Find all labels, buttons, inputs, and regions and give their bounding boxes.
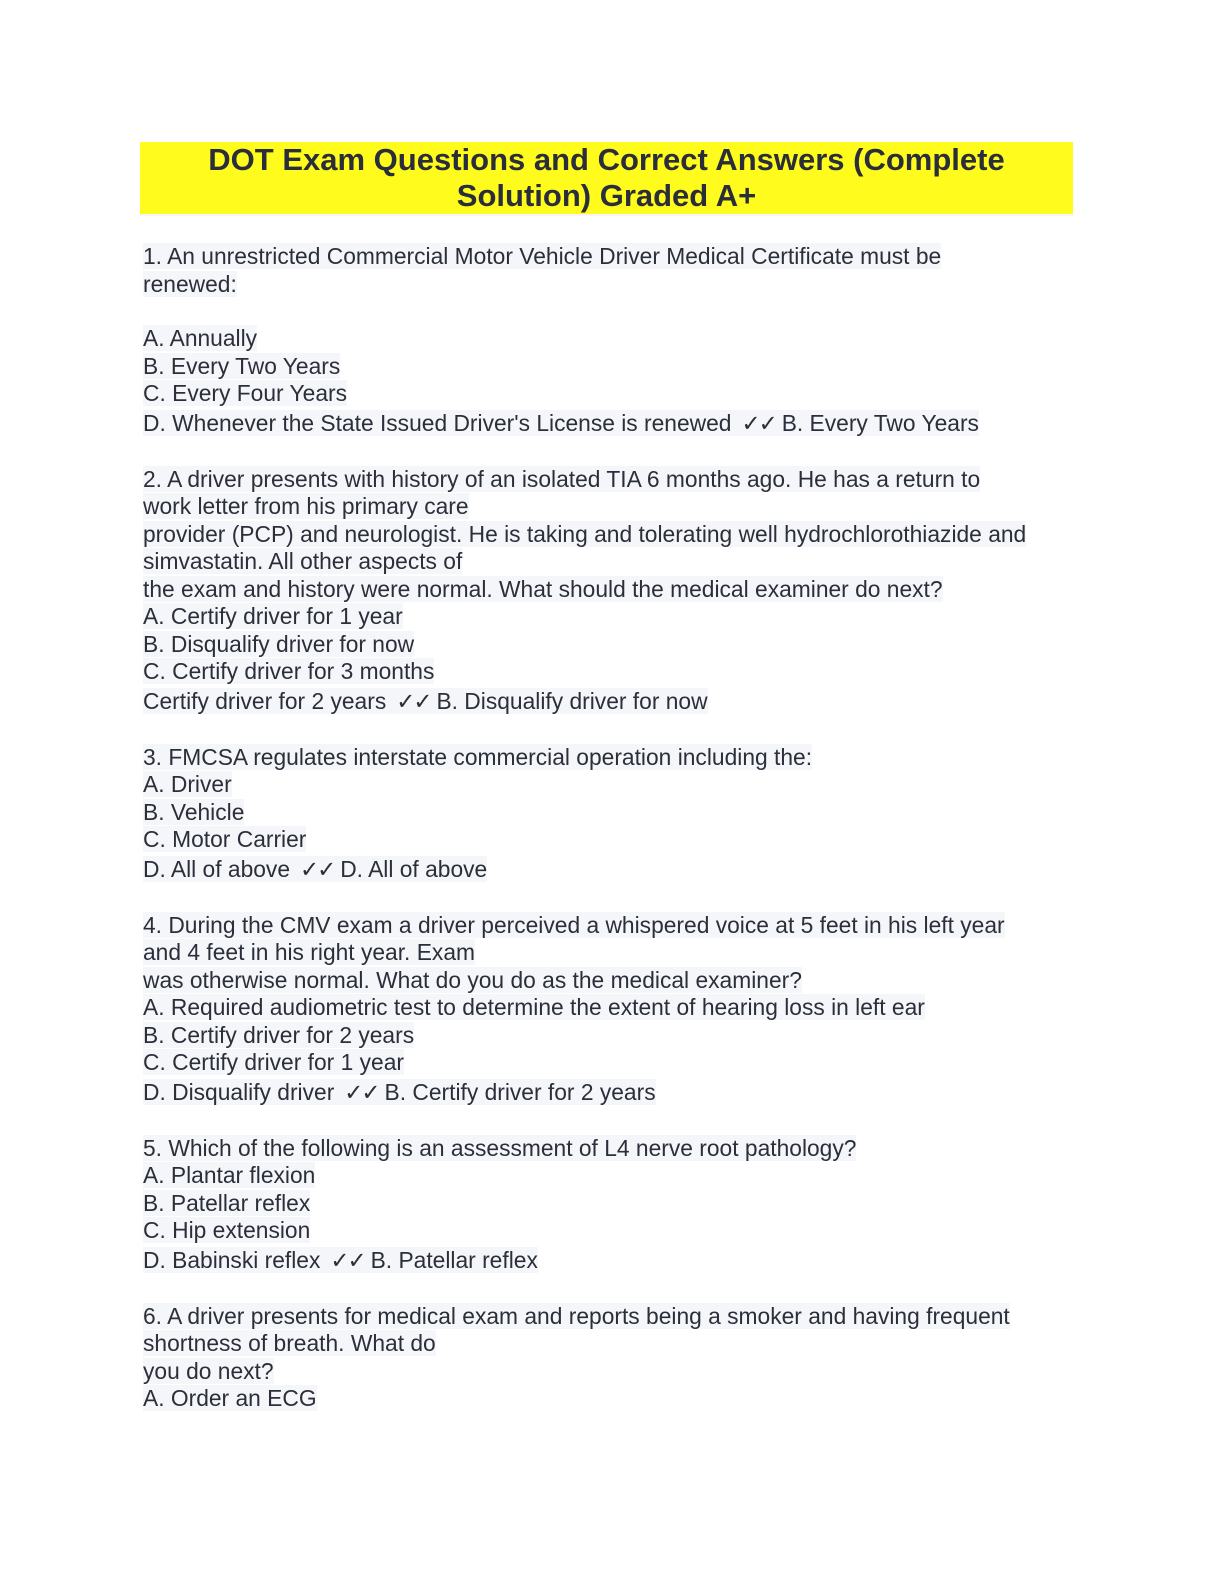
- answer-option: B. Vehicle: [143, 798, 245, 825]
- question-stem: 3. FMCSA regulates interstate commercial operation including the:: [143, 743, 813, 770]
- question-stem: provider (PCP) and neurologist. He is taking and tolerating well hydrochlorothiazide and: [143, 520, 1027, 547]
- answer-option: A. Required audiometric test to determine the extent of hearing loss in left ear: [143, 994, 925, 1020]
- question-6: [143, 1303, 1083, 1413]
- title-line-1: DOT Exam Questions and Correct Answers (Complete: [208, 142, 1005, 177]
- correct-answer: B. Patellar reflex: [370, 1246, 538, 1273]
- question-3: [143, 744, 1083, 885]
- question-stem: 6. A driver presents for medical exam and reports being a smoker and having frequent: [143, 1302, 1010, 1329]
- question-2: [143, 466, 1083, 717]
- correct-answer: B. Certify driver for 2 years: [384, 1078, 656, 1105]
- answer-option: C. Certify driver for 1 year: [143, 1049, 404, 1075]
- question-stem: 5. Which of the following is an assessment of L4 nerve root pathology?: [143, 1134, 857, 1161]
- double-check-icon: ✓✓: [344, 1078, 379, 1105]
- answer-option: B. Every Two Years: [143, 352, 341, 379]
- correct-answer: B. Every Two Years: [781, 409, 979, 436]
- question-1: [143, 243, 1083, 439]
- answer-option: D. Babinski reflex: [143, 1246, 321, 1273]
- answer-option: C. Every Four Years: [143, 380, 347, 406]
- question-stem: simvastatin. All other aspects of: [143, 548, 463, 574]
- question-stem: work letter from his primary care: [143, 493, 469, 519]
- answer-option: B. Patellar reflex: [143, 1189, 311, 1216]
- answer-option: C. Certify driver for 3 months: [143, 658, 435, 684]
- double-check-icon: ✓✓: [741, 409, 776, 436]
- answer-option: B. Certify driver for 2 years: [143, 1021, 415, 1048]
- answer-option: A. Driver: [143, 771, 232, 797]
- question-stem: 4. During the CMV exam a driver perceived a whispered voice at 5 feet in his left year: [143, 911, 1005, 938]
- correct-answer: D. All of above: [340, 855, 488, 882]
- answer-option: D. All of above: [143, 855, 290, 882]
- question-stem: was otherwise normal. What do you do as the medical examiner?: [143, 966, 802, 993]
- correct-answer: B. Disqualify driver for now: [436, 687, 708, 714]
- double-check-icon: ✓✓: [300, 855, 335, 882]
- document-title: [140, 142, 1073, 216]
- question-stem: and 4 feet in his right year. Exam: [143, 939, 476, 965]
- question-stem: 2. A driver presents with history of an isolated TIA 6 months ago. He has a return to: [143, 465, 981, 492]
- answer-option: D. Disqualify driver: [143, 1078, 335, 1105]
- answer-option: D. Whenever the State Issued Driver's License is renewed: [143, 409, 732, 436]
- question-4: [143, 912, 1083, 1108]
- question-5: [143, 1135, 1083, 1276]
- answer-option: A. Plantar flexion: [143, 1162, 316, 1188]
- answer-option: A. Certify driver for 1 year: [143, 603, 403, 629]
- double-check-icon: ✓✓: [330, 1246, 365, 1273]
- question-stem: the exam and history were normal. What should the medical examiner do next?: [143, 575, 943, 602]
- question-stem: shortness of breath. What do: [143, 1330, 436, 1356]
- question-list: [143, 243, 1083, 1440]
- answer-option: C. Hip extension: [143, 1217, 311, 1243]
- answer-option: A. Annually: [143, 325, 258, 351]
- question-stem: you do next?: [143, 1357, 274, 1384]
- answer-option: C. Motor Carrier: [143, 826, 307, 852]
- answer-option: Certify driver for 2 years: [143, 687, 387, 714]
- question-stem: 1. An unrestricted Commercial Motor Vehicle Driver Medical Certificate must be: [143, 243, 942, 269]
- double-check-icon: ✓✓: [396, 687, 431, 714]
- answer-option: B. Disqualify driver for now: [143, 630, 415, 657]
- title-line-2: Solution) Graded A+: [456, 178, 757, 213]
- answer-option: A. Order an ECG: [143, 1385, 317, 1411]
- question-stem: renewed:: [143, 270, 237, 297]
